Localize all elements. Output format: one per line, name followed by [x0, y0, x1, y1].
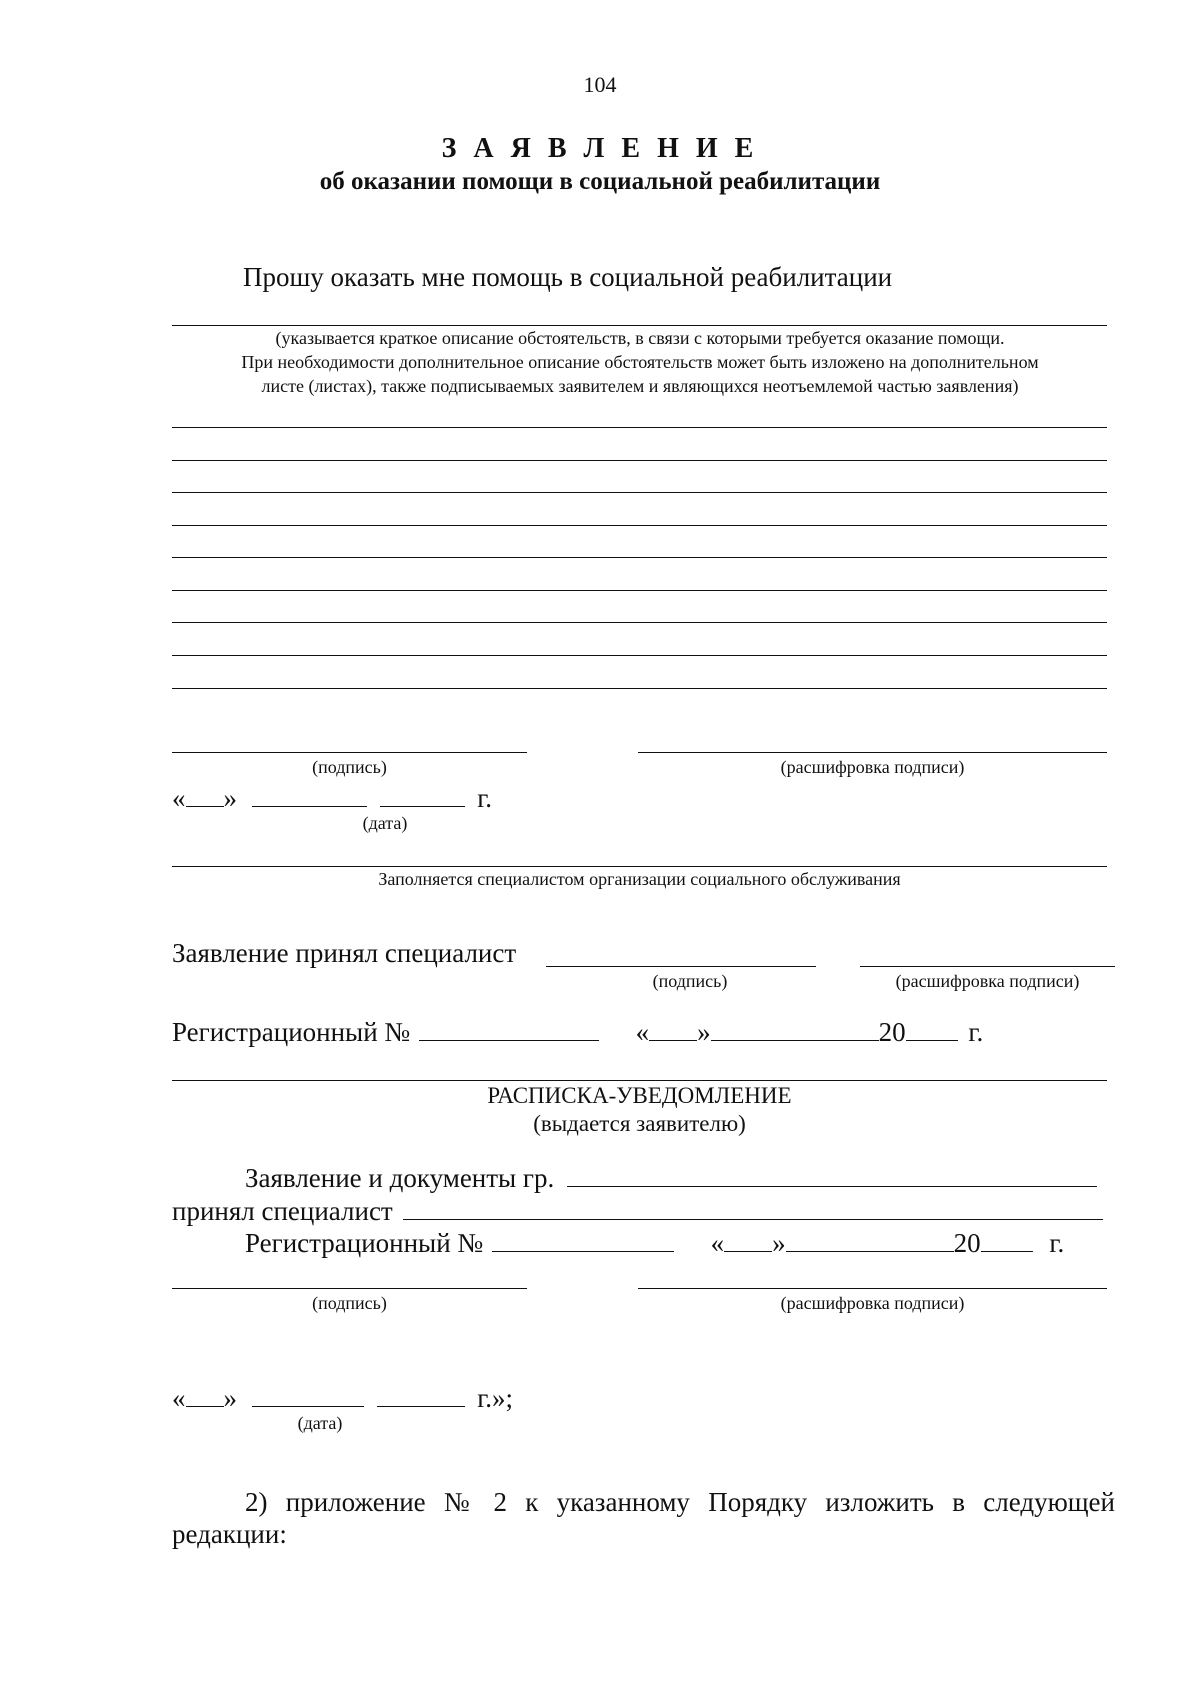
- quote-open: «: [710, 1228, 725, 1258]
- specialist-signature-line[interactable]: [546, 966, 816, 967]
- receipt-signature-decode-line[interactable]: [638, 1288, 1107, 1289]
- final-paragraph-line-1: 2) приложение № 2 к указанному Порядку изложить в следующей: [245, 1487, 1115, 1517]
- registration-row-1: [172, 1017, 983, 1048]
- writing-line[interactable]: [172, 590, 1107, 591]
- hint-line-1: (указывается краткое описание обстоятельств, в связи с которыми требуется оказание помощи.: [275, 328, 1005, 348]
- receipt-subtitle: (выдается заявителю): [533, 1111, 746, 1136]
- year-suffix-end: г.»;: [477, 1383, 514, 1413]
- applicant-signature-line[interactable]: [172, 752, 527, 753]
- day-blank[interactable]: [649, 1018, 697, 1041]
- specialist-note: Заполняется специалистом организации социального обслуживания: [378, 869, 901, 889]
- receipt-signature-decode-caption: (расшифровка подписи): [780, 1293, 965, 1313]
- writing-line[interactable]: [172, 427, 1107, 428]
- month-blank[interactable]: [252, 1384, 364, 1407]
- specialist-name-input[interactable]: [403, 1197, 1103, 1220]
- year-blank[interactable]: [981, 1229, 1033, 1252]
- quote-close: »: [697, 1017, 711, 1047]
- receipt-signature-line[interactable]: [172, 1288, 527, 1289]
- year-blank[interactable]: [380, 784, 465, 807]
- signature-decode-caption: (расшифровка подписи): [780, 757, 965, 777]
- specialist-signature-caption: (подпись): [652, 971, 728, 991]
- section-divider: [172, 866, 1107, 867]
- receipt-signature-caption: (подпись): [312, 1293, 387, 1313]
- quote-close: »: [772, 1228, 786, 1258]
- year-prefix: 20: [953, 1228, 981, 1258]
- docs-of-label: Заявление и документы гр.: [245, 1163, 555, 1193]
- day-blank[interactable]: [186, 1384, 224, 1407]
- month-blank[interactable]: [252, 784, 367, 807]
- reg-number-label: Регистрационный №: [172, 1017, 411, 1047]
- receipt-date-field[interactable]: [172, 1383, 513, 1414]
- final-paragraph-line-2: редакции:: [172, 1519, 287, 1549]
- request-description-line[interactable]: [172, 325, 1107, 326]
- year-blank[interactable]: [906, 1018, 958, 1041]
- writing-line[interactable]: [172, 525, 1107, 526]
- writing-line[interactable]: [172, 655, 1107, 656]
- citizen-name-input[interactable]: [567, 1164, 1097, 1187]
- reg-number-input[interactable]: [419, 1018, 599, 1041]
- registration-row-2: [245, 1228, 1064, 1259]
- year-suffix: г.: [477, 783, 493, 813]
- section-divider: [172, 1080, 1107, 1081]
- writing-line[interactable]: [172, 460, 1107, 461]
- quote-close: »: [223, 1383, 237, 1413]
- year-prefix: 20: [878, 1017, 906, 1047]
- request-text: Прошу оказать мне помощь в социальной реабилитации: [243, 262, 893, 292]
- accepted-by-label: Заявление принял специалист: [172, 938, 517, 968]
- date-caption: (дата): [297, 1413, 343, 1433]
- day-blank[interactable]: [724, 1229, 772, 1252]
- quote-close: »: [223, 783, 237, 813]
- docs-of-row: [245, 1163, 1097, 1194]
- month-blank[interactable]: [711, 1018, 879, 1041]
- applicant-date-field[interactable]: [172, 783, 492, 814]
- date-caption: (дата): [362, 813, 408, 833]
- reg-number-label: Регистрационный №: [245, 1228, 484, 1258]
- quote-open: «: [172, 783, 186, 813]
- specialist-signature-decode-line[interactable]: [860, 966, 1115, 967]
- signature-caption: (подпись): [312, 757, 387, 777]
- day-blank[interactable]: [186, 784, 224, 807]
- specialist-signature-decode-caption: (расшифровка подписи): [895, 971, 1080, 991]
- month-blank[interactable]: [786, 1229, 954, 1252]
- applicant-signature-decode-line[interactable]: [638, 752, 1107, 753]
- writing-line[interactable]: [172, 557, 1107, 558]
- accepted-specialist-label: принял специалист: [172, 1196, 393, 1226]
- quote-open: «: [172, 1383, 186, 1413]
- year-suffix: г.: [1049, 1228, 1065, 1258]
- quote-open: «: [635, 1017, 650, 1047]
- year-blank[interactable]: [377, 1384, 465, 1407]
- page-subtitle: об оказании помощи в социальной реабилитации: [319, 168, 881, 195]
- receipt-title: РАСПИСКА-УВЕДОМЛЕНИЕ: [487, 1083, 792, 1108]
- page-title: З А Я В Л Е Н И Е: [441, 133, 759, 164]
- writing-line[interactable]: [172, 492, 1107, 493]
- accepted-specialist-row: [172, 1196, 1103, 1227]
- year-suffix: г.: [968, 1017, 984, 1047]
- page-number: 104: [583, 72, 617, 97]
- writing-line[interactable]: [172, 622, 1107, 623]
- hint-line-3: листе (листах), также подписываемых заявителем и являющихся неотъемлемой частью заявления): [261, 376, 1019, 396]
- hint-line-2: При необходимости дополнительное описание обстоятельств может быть изложено на дополнительном: [241, 352, 1039, 372]
- reg-number-input[interactable]: [492, 1229, 674, 1252]
- writing-line[interactable]: [172, 688, 1107, 689]
